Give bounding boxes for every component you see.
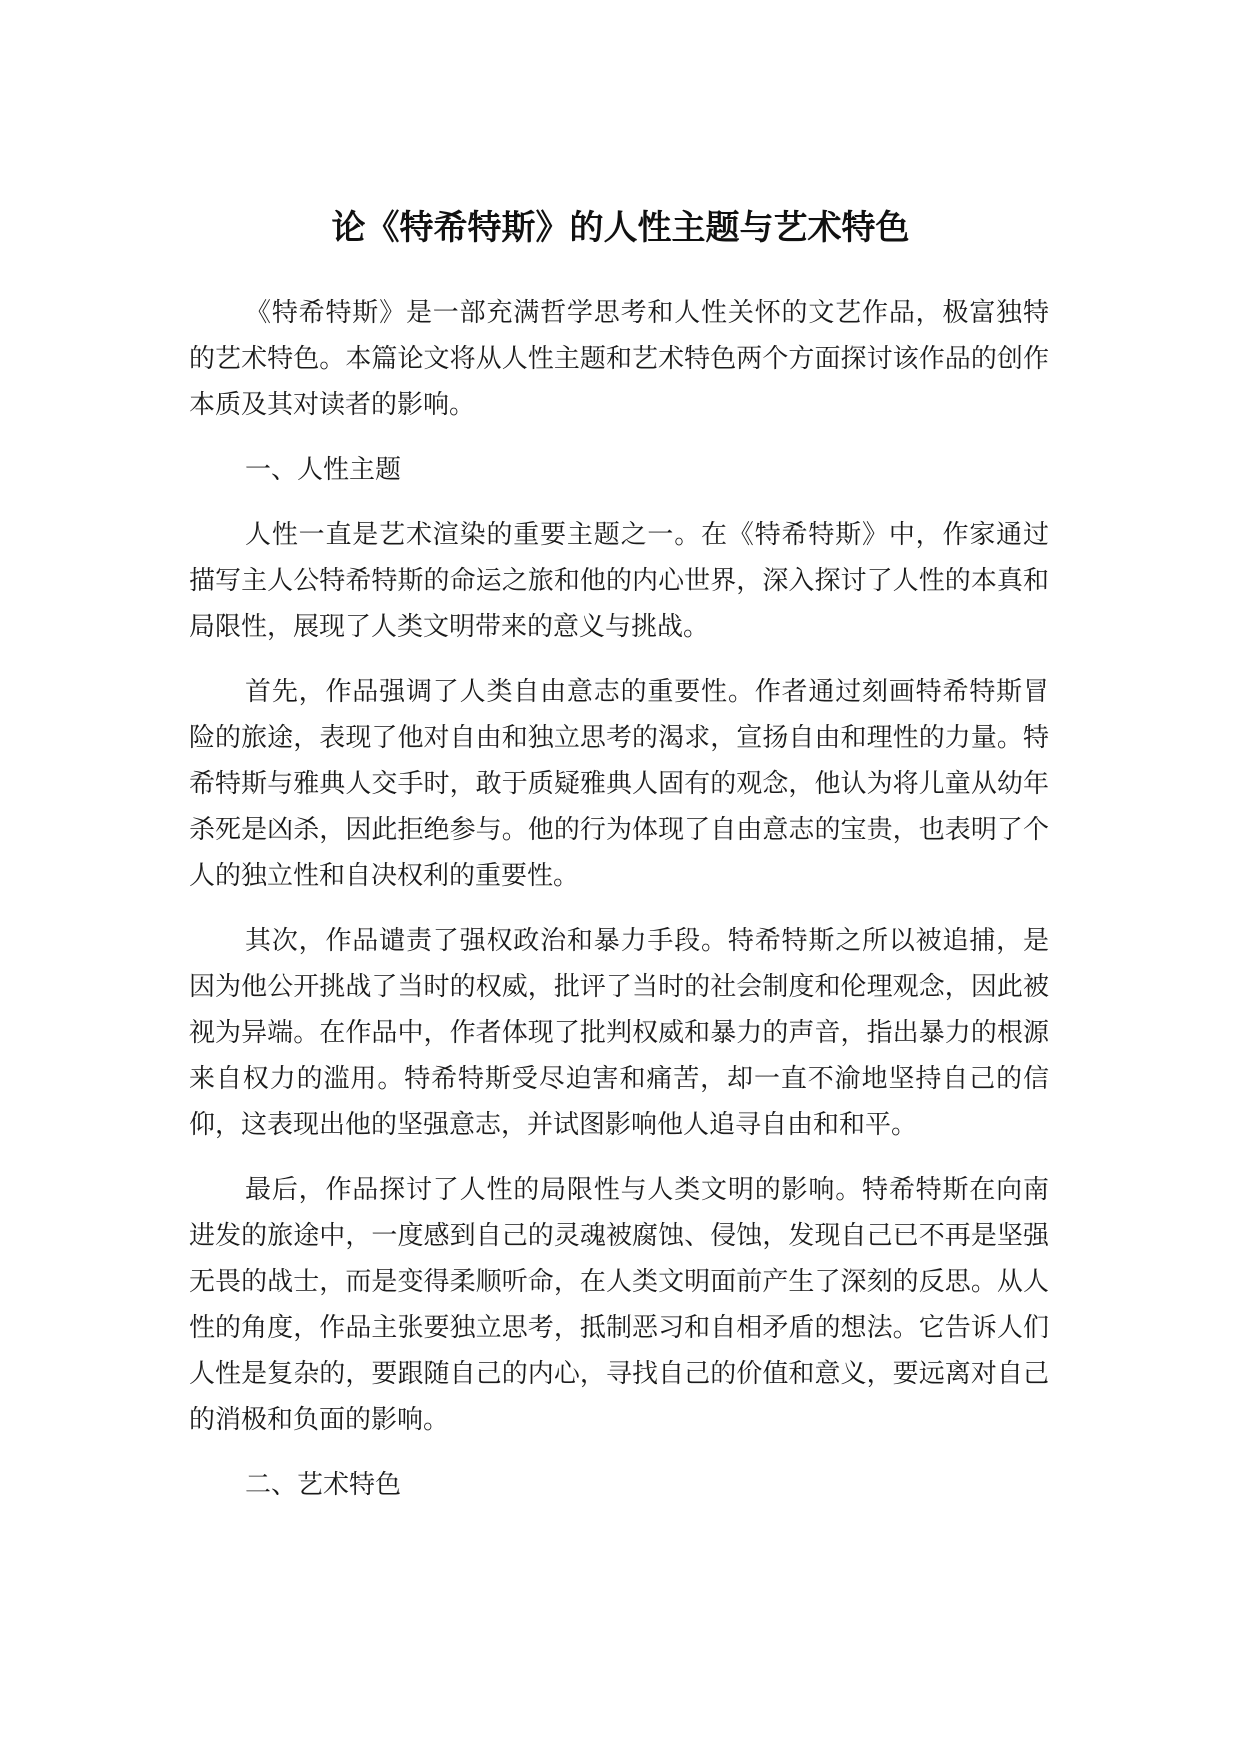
- section-heading-art: 二、艺术特色: [245, 1470, 402, 1500]
- document-body: [189, 290, 1049, 1527]
- humanity-paragraph-power: 其次，作品谴责了强权政治和暴力手段。特希特斯之所以被追捕，是因为他公开挑战了当时的权威，批评了当时的社会制度和伦理观念，因此被视为异端。在作品中，作者体现了批判权威和暴力的声音，指出暴力的根源来自权力的滥用。特希特斯受尽迫害和痛苦，却一直不渝地坚持自己的信仰，这表现出他的坚强意志，并试图影响他人追寻自由和和平。: [189, 926, 1049, 1140]
- document-title: 论《特希特斯》的人性主题与艺术特色: [331, 207, 910, 248]
- humanity-paragraph-limits: 最后，作品探讨了人性的局限性与人类文明的影响。特希特斯在向南进发的旅途中，一度感到自己的灵魂被腐蚀、侵蚀，发现自己已不再是坚强无畏的战士，而是变得柔顺听命，在人类文明面前产生了深刻的反思。从人性的角度，作品主张要独立思考，抵制恶习和自相矛盾的想法。它告诉人们人性是复杂的，要跟随自己的内心，寻找自己的价值和意义，要远离对自己的消极和负面的影响。: [189, 1175, 1049, 1435]
- humanity-paragraph-free-will: 首先，作品强调了人类自由意志的重要性。作者通过刻画特希特斯冒险的旅途，表现了他对自由和独立思考的渴求，宣扬自由和理性的力量。特希特斯与雅典人交手时，敢于质疑雅典人固有的观念，他认为将儿童从幼年杀死是凶杀，因此拒绝参与。他的行为体现了自由意志的宝贵，也表明了个人的独立性和自决权利的重要性。: [189, 677, 1049, 891]
- intro-paragraph: 《特希特斯》是一部充满哲学思考和人性关怀的文艺作品，极富独特的艺术特色。本篇论文将从人性主题和艺术特色两个方面探讨该作品的创作本质及其对读者的影响。: [189, 298, 1049, 420]
- section-heading-humanity: 一、人性主题: [245, 455, 402, 485]
- humanity-paragraph-overview: 人性一直是艺术渲染的重要主题之一。在《特希特斯》中，作家通过描写主人公特希特斯的命运之旅和他的内心世界，深入探讨了人性的本真和局限性，展现了人类文明带来的意义与挑战。: [189, 520, 1049, 642]
